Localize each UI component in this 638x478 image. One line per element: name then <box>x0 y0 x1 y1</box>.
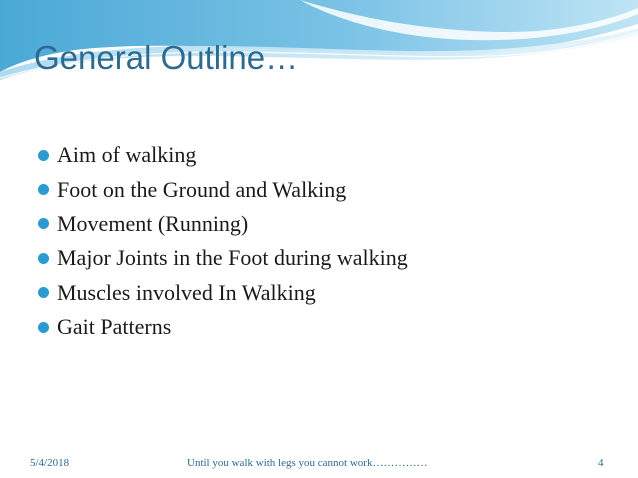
bullet-text: Foot on the Ground and Walking <box>57 176 347 202</box>
footer-text: Until you walk with legs you cannot work…………… <box>187 457 428 469</box>
bullet-dot-icon <box>38 287 49 298</box>
bullet-dot-icon <box>38 322 49 333</box>
slide-title: General Outline… <box>34 39 299 76</box>
bullet-text: Gait Patterns <box>57 314 172 340</box>
bullet-text: Major Joints in the Foot during walking <box>57 245 408 271</box>
bullet-dot-icon <box>38 150 49 161</box>
bullet-item <box>38 241 408 275</box>
bullet-item <box>38 207 408 241</box>
bullet-list <box>38 138 408 344</box>
bullet-item <box>38 172 408 206</box>
bullet-item <box>38 310 408 344</box>
bullet-item <box>38 138 408 172</box>
bullet-item <box>38 276 408 310</box>
page-number: 4 <box>598 457 604 469</box>
bullet-dot-icon <box>38 253 49 264</box>
bullet-text: Movement (Running) <box>57 210 249 236</box>
bullet-text: Aim of walking <box>57 142 197 168</box>
bullet-dot-icon <box>38 218 49 229</box>
footer-date: 5/4/2018 <box>30 457 70 469</box>
bullet-text: Muscles involved In Walking <box>57 279 316 305</box>
bullet-dot-icon <box>38 184 49 195</box>
